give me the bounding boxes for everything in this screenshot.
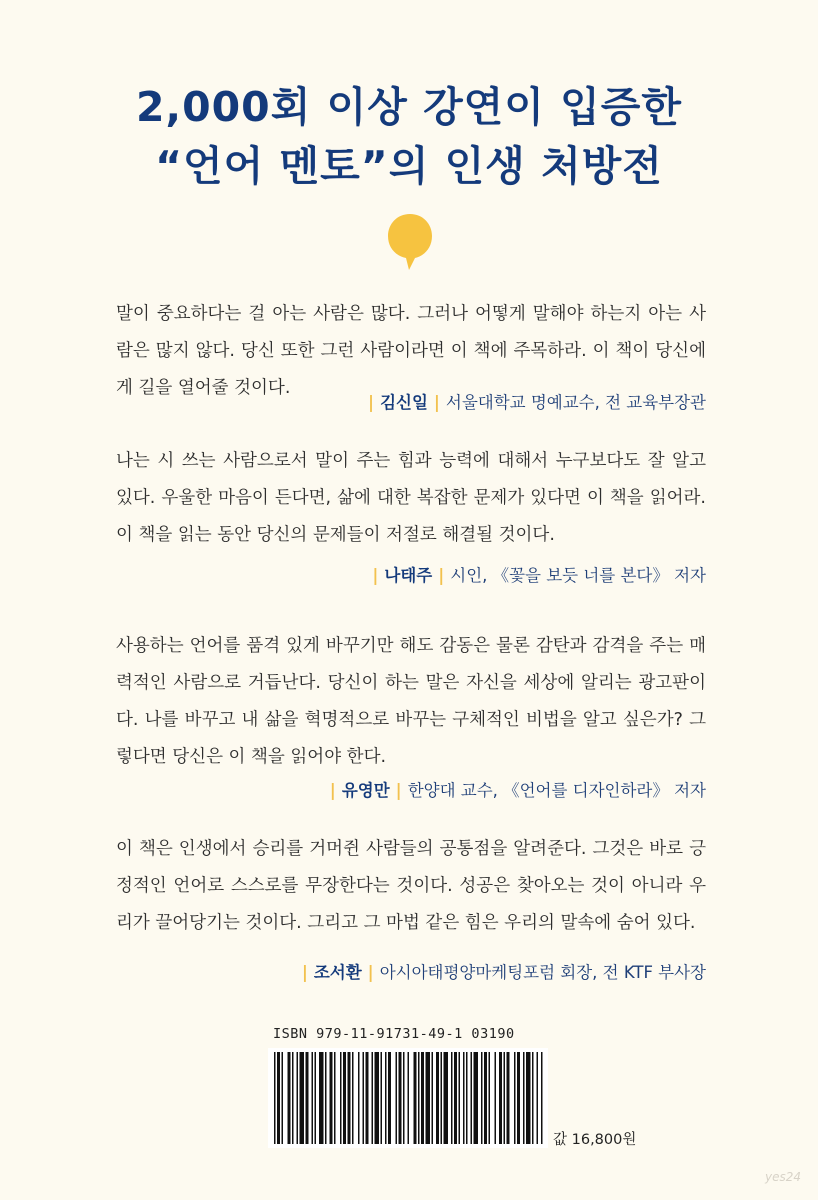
barcode-stripe bbox=[471, 1052, 473, 1144]
barcode-stripe bbox=[403, 1052, 405, 1144]
barcode-stripe bbox=[385, 1052, 387, 1144]
barcode-stripe bbox=[463, 1052, 465, 1144]
barcode-stripe bbox=[418, 1052, 420, 1144]
barcode-stripe bbox=[451, 1052, 453, 1144]
quote-attribution-4: | 조서환 | 아시아태평양마케팅포럼 회장, 전 KTF 부사장 bbox=[301, 963, 706, 982]
barcode-stripe bbox=[399, 1052, 402, 1144]
price-label: 값 16,800원 bbox=[553, 1132, 637, 1148]
quote-attribution-2: | 나태주 | 시인, 《꽃을 보듯 너를 본다》 저자 bbox=[372, 566, 706, 585]
quote-author-name: 유영만 bbox=[341, 781, 390, 800]
barcode-stripe bbox=[432, 1052, 434, 1144]
headline-line-1: 2,000회 이상 강연이 입증한 bbox=[136, 83, 682, 131]
barcode-stripe bbox=[300, 1052, 305, 1144]
quote-author-name: 김신일 bbox=[380, 393, 428, 412]
barcode-stripe bbox=[495, 1052, 497, 1144]
barcode-stripe bbox=[526, 1052, 531, 1144]
barcode bbox=[268, 1048, 548, 1148]
barcode-stripe bbox=[343, 1052, 346, 1144]
quote-text-4: 이 책은 인생에서 승리를 거머쥔 사람들의 공통점을 알려준다. 그것은 바로 긍정적인 언어로 스스로를 무장한다는 것이다. 성공은 찾아오는 것이 아니라 우리가 끌어당기는 것이다. 그리고 그 마법 같은 힘은 우리의 말속에 숨어 있다. bbox=[116, 839, 706, 933]
barcode-stripe bbox=[499, 1052, 502, 1144]
barcode-stripe bbox=[340, 1052, 342, 1144]
barcode-stripe bbox=[396, 1052, 398, 1144]
barcode-stripe bbox=[507, 1052, 510, 1144]
barcode-stripe bbox=[348, 1052, 351, 1144]
barcode-stripe bbox=[504, 1052, 506, 1144]
barcode-stripe bbox=[372, 1052, 374, 1144]
quote-text-1: 말이 중요하다는 걸 아는 사람은 많다. 그러나 어떻게 말해야 하는지 아는 사람은 많지 않다. 당신 또한 그런 사람이라면 이 책에 주목하라. 이 책이 당신에게 길을 열어줄 것이다. bbox=[116, 304, 706, 398]
isbn-number: ISBN 979-11-91731-49-1 03190 bbox=[273, 1026, 515, 1042]
barcode-stripe bbox=[481, 1052, 483, 1144]
barcode-stripe bbox=[297, 1052, 299, 1144]
barcode-stripe bbox=[330, 1052, 333, 1144]
barcode-stripe bbox=[454, 1052, 457, 1144]
barcode-stripe bbox=[459, 1052, 461, 1144]
barcode-stripe bbox=[489, 1052, 491, 1144]
barcode-stripe bbox=[474, 1052, 479, 1144]
barcode-stripe bbox=[484, 1052, 487, 1144]
barcode-stripe bbox=[514, 1052, 516, 1144]
quote-author-name: 조서환 bbox=[313, 963, 362, 982]
headline-line-2: “언어 멘토”의 인생 처방전 bbox=[155, 142, 663, 190]
quote-text-3: 사용하는 언어를 품격 있게 바꾸기만 해도 감동은 물론 감탄과 감격을 주는 매력적인 사람으로 거듭난다. 당신이 하는 말은 자신을 세상에 알리는 광고판이다. 나를 바꾸고 내 삶을 혁명적으로 바꾸는 구체적인 비법을 알고 싶은가? 그렇다면 당신은 이 책을 읽어야 한다. bbox=[116, 636, 706, 767]
barcode-stripe bbox=[408, 1052, 410, 1144]
barcode-stripe bbox=[381, 1052, 383, 1144]
barcode-stripe bbox=[441, 1052, 443, 1144]
barcode-stripe bbox=[363, 1052, 365, 1144]
quote-author-title: 서울대학교 명예교수, 전 교육부장관 bbox=[445, 393, 706, 412]
quote-author-title: 한양대 교수, 《언어를 디자인하라》 저자 bbox=[407, 781, 706, 800]
barcode-stripe bbox=[414, 1052, 417, 1144]
barcode-stripe bbox=[315, 1052, 317, 1144]
quote-author-name: 나태주 bbox=[384, 566, 433, 585]
barcode-stripe bbox=[325, 1052, 327, 1144]
watermark: yes24 bbox=[765, 1170, 802, 1184]
barcode-stripe bbox=[541, 1052, 543, 1144]
barcode-stripe bbox=[352, 1052, 354, 1144]
quote-author-title: 시인, 《꽃을 보듯 너를 본다》 저자 bbox=[450, 566, 706, 585]
quote-text-2: 나는 시 쓰는 사람으로서 말이 주는 힘과 능력에 대해서 누구보다도 잘 알고 있다. 우울한 마음이 든다면, 삶에 대한 복잡한 문제가 있다면 이 책을 읽어라. 이 책을 읽는 동안 당신의 문제들이 저절로 해결될 것이다. bbox=[116, 451, 706, 545]
barcode-stripe bbox=[421, 1052, 424, 1144]
barcode-stripe bbox=[306, 1052, 309, 1144]
barcode-stripe bbox=[426, 1052, 431, 1144]
barcode-stripe bbox=[466, 1052, 468, 1144]
quote-attribution-1: | 김신일 | 서울대학교 명예교수, 전 교육부장관 bbox=[368, 393, 706, 412]
barcode-stripe bbox=[523, 1052, 525, 1144]
barcode-stripe bbox=[517, 1052, 520, 1144]
barcode-stripe bbox=[532, 1052, 534, 1144]
quote-author-title: 아시아태평양마케팅포럼 회장, 전 KTF 부사장 bbox=[379, 963, 706, 982]
barcode-stripe bbox=[388, 1052, 391, 1144]
barcode-stripe bbox=[282, 1052, 284, 1144]
barcode-stripe bbox=[375, 1052, 380, 1144]
barcode-stripe bbox=[277, 1052, 280, 1144]
barcode-stripe bbox=[537, 1052, 539, 1144]
barcode-stripe bbox=[292, 1052, 294, 1144]
barcode-stripe bbox=[274, 1052, 276, 1144]
barcode-stripe bbox=[436, 1052, 439, 1144]
barcode-stripe bbox=[288, 1052, 291, 1144]
barcode-stripe bbox=[366, 1052, 369, 1144]
barcode-stripe bbox=[358, 1052, 360, 1144]
quote-attribution-3: | 유영만 | 한양대 교수, 《언어를 디자인하라》 저자 bbox=[329, 781, 706, 800]
barcode-stripe bbox=[334, 1052, 336, 1144]
speech-bubble-icon bbox=[385, 212, 435, 274]
barcode-stripe bbox=[312, 1052, 314, 1144]
barcode-stripe bbox=[444, 1052, 449, 1144]
barcode-stripe bbox=[319, 1052, 324, 1144]
